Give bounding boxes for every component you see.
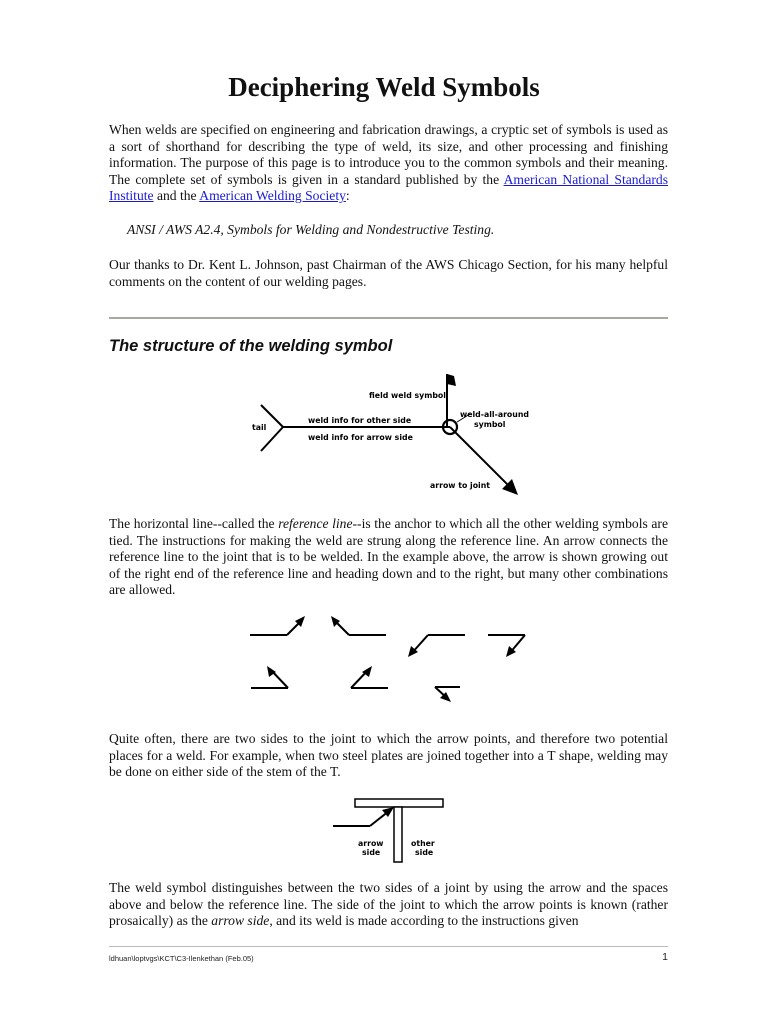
thanks-paragraph: Our thanks to Dr. Kent L. Johnson, past Chairman of the AWS Chicago Section, for his many helpful comments on the content of our welding pages. [109, 257, 668, 289]
t-joint-flange [355, 799, 443, 807]
standard-citation: ANSI / AWS A2.4, Symbols for Welding and Nondestructive Testing. [127, 222, 495, 237]
ansi-link[interactable]: American National Standards Institute [109, 171, 668, 204]
section-heading: The structure of the welding symbol [109, 337, 393, 355]
field-weld-flag-icon [447, 374, 456, 386]
arrow-side-info-label: weld info for arrow side [308, 433, 413, 442]
weld-all-around-label: weld-all-around [460, 410, 529, 419]
weld-all-around-label-2: symbol [474, 420, 506, 429]
field-weld-symbol-label: field weld symbol [369, 391, 446, 400]
other-side-info-label: weld info for other side [308, 416, 412, 425]
arrow-combinations-diagram [245, 612, 545, 702]
reference-text-before: The horizontal line--called the [109, 516, 279, 531]
arrow-to-joint-label: arrow to joint [430, 481, 491, 490]
reference-line-term: reference line [278, 516, 353, 531]
footer-file-path: ldhuan\loptvgs\KCT\C3-Ilenkethan (Feb.05) [109, 954, 254, 963]
two-sides-paragraph: Quite often, there are two sides to the joint to which the arrow points, and therefore two potential places for a weld. For example, when two steel plates are joined together into a T shape, welding may be done on either side of the stem of the T. [109, 731, 668, 780]
arrow-side-paragraph [109, 880, 668, 930]
footer-divider [109, 946, 668, 947]
intro-text: When welds are specified on engineering and fabrication drawings, a cryptic set of symbols is used as a sort of shorthand for describing the type of weld, its size, and other processing and finishing information. The purpose of this page is to introduce you to the common symbols and their meaning. The complete set of symbols is given in a standard published by the [109, 122, 668, 187]
other-side-label: other [411, 839, 435, 848]
reference-text-after: --is the anchor to which all the other welding symbols are tied. The instructions for making the weld are strung along the reference line. An arrow connects the reference line to the joint that is to be welded. In the example above, the arrow is shown growing out of the right end of the reference line and heading down and to the right, but many other combinations are allowed. [109, 516, 668, 598]
intro-connector-text: and the [153, 188, 200, 204]
page-number: 1 [662, 951, 668, 963]
intro-paragraph [109, 122, 668, 205]
intro-colon: : [345, 188, 350, 204]
arrow-side-text-after: , and its weld is made according to the instructions given [269, 913, 579, 929]
arrow-side-text-before: The weld symbol distinguishes between the two sides of a joint by using the arrow and the spaces above and below the reference line. The side of the joint to which the arrow points is known (rather prosaically) as the [109, 880, 668, 929]
weld-symbol-structure-diagram [250, 370, 550, 500]
other-side-label-2: side [415, 848, 434, 857]
arrow-side-label: arrow [358, 839, 384, 848]
tail-label: tail [252, 423, 267, 432]
reference-line-paragraph [109, 516, 668, 599]
page-title: Deciphering Weld Symbols [228, 72, 540, 102]
arrow-side-label-2: side [362, 848, 381, 857]
t-joint-diagram [330, 795, 490, 870]
t-joint-stem [394, 807, 402, 862]
arrow-side-term: arrow side [211, 913, 270, 929]
aws-link[interactable]: American Welding Society [199, 188, 346, 204]
section-divider [109, 317, 668, 319]
